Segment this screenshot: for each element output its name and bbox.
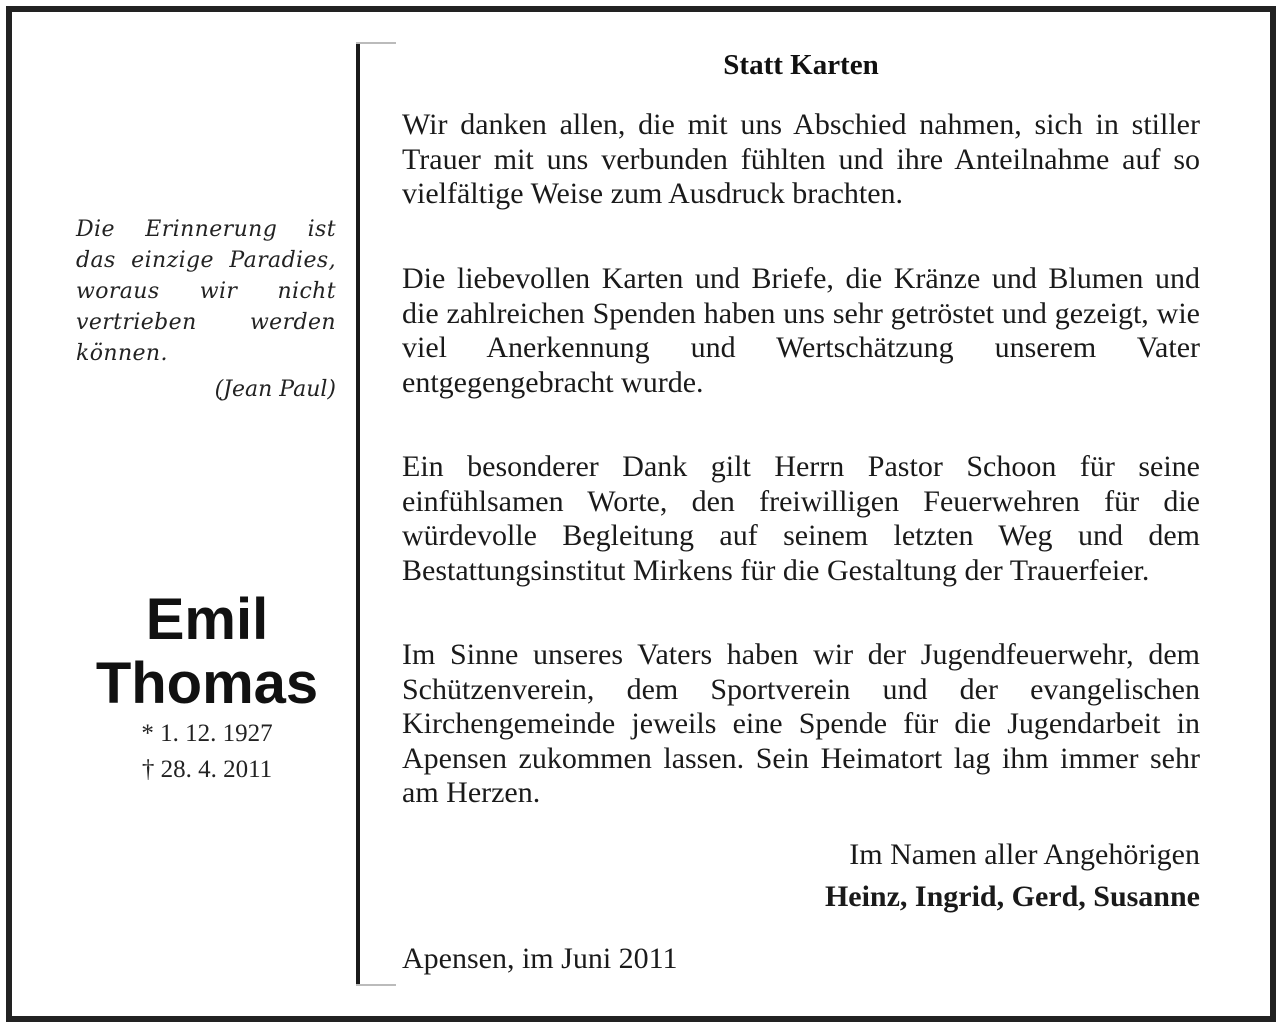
- deceased-last-name: Thomas: [95, 651, 319, 716]
- notice-heading: Statt Karten: [723, 49, 879, 81]
- divider-top-cap: [356, 42, 396, 44]
- deceased-name: [60, 588, 354, 716]
- closing-line: Im Namen aller Angehörigen: [849, 838, 1200, 871]
- divider-bottom-cap: [356, 984, 396, 986]
- place-and-date: Apensen, im Juni 2011: [402, 942, 678, 975]
- deceased-first-name: Emil: [145, 587, 269, 652]
- thanks-paragraph-1: Wir danken allen, die mit uns Abschied nahmen, sich in stiller Trauer mit uns verbunden fühlten und ihre Anteilnahme auf so vielfältige Weise zum Ausdruck brachten.: [402, 108, 1200, 210]
- thanks-paragraph-2: Die liebevollen Karten und Briefe, die Kränze und Blumen und die zahlreichen Spenden haben uns sehr getröstet und gezeigt, wie viel Anerkennung und Wertschätzung unserem Vater entgegengebracht wurde.: [402, 262, 1200, 399]
- thanks-paragraph-3: Ein besonderer Dank gilt Herrn Pastor Schoon für seine einfühlsamen Worte, den freiwilligen Feuerwehren für die würdevolle Begleitung auf seinem letzten Weg und dem Bestattungsinstitut Mirkens für die Gestaltung der Trauerfeier.: [402, 450, 1200, 587]
- birth-date: * 1. 12. 1927: [141, 720, 273, 747]
- quote-author: (Jean Paul): [214, 377, 336, 402]
- signatories: Heinz, Ingrid, Gerd, Susanne: [824, 880, 1200, 913]
- death-date: † 28. 4. 2011: [141, 756, 273, 783]
- thanks-paragraph-4: Im Sinne unseres Vaters haben wir der Jugendfeuerwehr, dem Schützenverein, dem Sportverein und der evangelischen Kirchengemeinde jeweils eine Spende für die Jugendarbeit in Apensen zukommen lassen. Sein Heimatort lag ihm immer sehr am Herzen.: [402, 638, 1200, 809]
- life-dates: [60, 716, 354, 788]
- column-divider: [356, 42, 360, 986]
- memorial-quote: Die Erinnerung ist das einzige Paradies, woraus wir nicht vertrieben werden können.: [76, 217, 336, 366]
